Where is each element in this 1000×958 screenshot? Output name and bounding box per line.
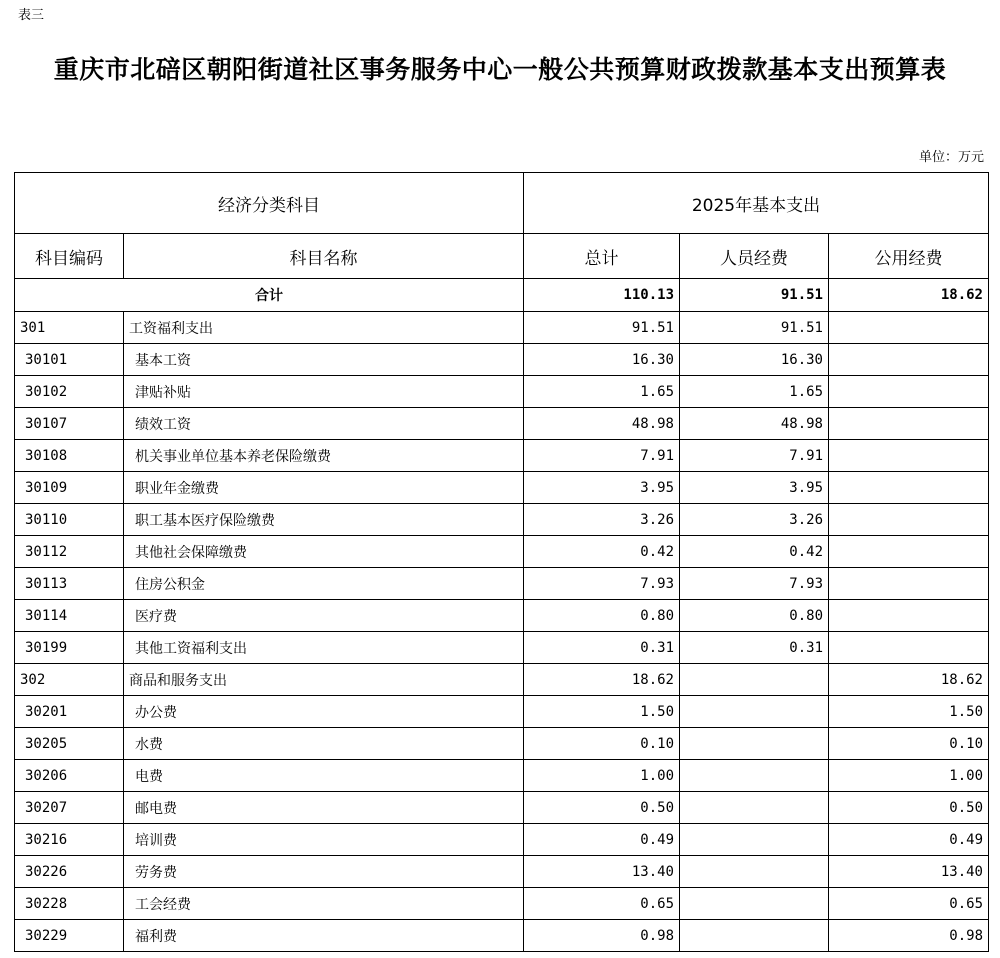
cell-name: 职业年金缴费 <box>124 472 524 504</box>
cell-public: 0.50 <box>829 792 989 824</box>
cell-total: 48.98 <box>524 408 680 440</box>
header-economic-category: 经济分类科目 <box>15 173 524 234</box>
cell-name: 邮电费 <box>124 792 524 824</box>
cell-public <box>829 344 989 376</box>
cell-personnel <box>680 856 829 888</box>
table-row <box>15 920 989 952</box>
table-row <box>15 376 989 408</box>
cell-total: 91.51 <box>524 312 680 344</box>
table-row <box>15 696 989 728</box>
cell-total: 0.42 <box>524 536 680 568</box>
header-personnel: 人员经费 <box>680 234 829 279</box>
cell-name: 工资福利支出 <box>124 312 524 344</box>
cell-code: 30229 <box>15 920 124 952</box>
cell-code: 30216 <box>15 824 124 856</box>
cell-public <box>829 632 989 664</box>
cell-code: 30205 <box>15 728 124 760</box>
total-row <box>15 279 989 312</box>
cell-personnel: 7.93 <box>680 568 829 600</box>
cell-total: 0.50 <box>524 792 680 824</box>
cell-code: 30206 <box>15 760 124 792</box>
cell-public <box>829 536 989 568</box>
table-row <box>15 440 989 472</box>
cell-public: 13.40 <box>829 856 989 888</box>
cell-name: 水费 <box>124 728 524 760</box>
cell-name: 医疗费 <box>124 600 524 632</box>
cell-personnel <box>680 888 829 920</box>
cell-public: 1.50 <box>829 696 989 728</box>
page-title: 重庆市北碚区朝阳街道社区事务服务中心一般公共预算财政拨款基本支出预算表 <box>53 55 947 84</box>
cell-public <box>829 568 989 600</box>
cell-total: 18.62 <box>524 664 680 696</box>
cell-code: 30109 <box>15 472 124 504</box>
cell-name: 劳务费 <box>124 856 524 888</box>
header-code: 科目编码 <box>15 234 124 279</box>
cell-personnel <box>680 728 829 760</box>
cell-code: 30107 <box>15 408 124 440</box>
cell-name: 办公费 <box>124 696 524 728</box>
cell-public: 18.62 <box>829 664 989 696</box>
cell-public: 1.00 <box>829 760 989 792</box>
cell-name: 机关事业单位基本养老保险缴费 <box>124 440 524 472</box>
cell-personnel: 16.30 <box>680 344 829 376</box>
cell-code: 301 <box>15 312 124 344</box>
cell-public <box>829 312 989 344</box>
cell-total: 0.98 <box>524 920 680 952</box>
total-sum: 110.13 <box>524 279 680 312</box>
table-row <box>15 600 989 632</box>
cell-code: 30108 <box>15 440 124 472</box>
cell-code: 30112 <box>15 536 124 568</box>
header-group-row <box>15 173 989 234</box>
cell-public <box>829 408 989 440</box>
table-row <box>15 568 989 600</box>
cell-personnel: 3.95 <box>680 472 829 504</box>
cell-name: 其他工资福利支出 <box>124 632 524 664</box>
cell-public: 0.98 <box>829 920 989 952</box>
cell-total: 1.65 <box>524 376 680 408</box>
table-row <box>15 408 989 440</box>
cell-name: 福利费 <box>124 920 524 952</box>
table-row <box>15 888 989 920</box>
cell-personnel: 0.80 <box>680 600 829 632</box>
cell-code: 30228 <box>15 888 124 920</box>
cell-total: 3.26 <box>524 504 680 536</box>
cell-name: 培训费 <box>124 824 524 856</box>
cell-name: 津贴补贴 <box>124 376 524 408</box>
cell-total: 7.93 <box>524 568 680 600</box>
cell-code: 30113 <box>15 568 124 600</box>
table-row <box>15 664 989 696</box>
cell-total: 13.40 <box>524 856 680 888</box>
cell-public <box>829 504 989 536</box>
header-total: 总计 <box>524 234 680 279</box>
cell-personnel <box>680 664 829 696</box>
cell-code: 30102 <box>15 376 124 408</box>
cell-code: 30207 <box>15 792 124 824</box>
cell-personnel: 0.31 <box>680 632 829 664</box>
cell-personnel: 1.65 <box>680 376 829 408</box>
cell-public <box>829 600 989 632</box>
cell-public <box>829 472 989 504</box>
table-row <box>15 632 989 664</box>
table-row <box>15 760 989 792</box>
table-row <box>15 728 989 760</box>
cell-total: 1.00 <box>524 760 680 792</box>
total-label: 合计 <box>15 279 524 312</box>
cell-name: 基本工资 <box>124 344 524 376</box>
header-basic-expenditure: 2025年基本支出 <box>524 173 989 234</box>
cell-total: 0.10 <box>524 728 680 760</box>
cell-name: 商品和服务支出 <box>124 664 524 696</box>
cell-public <box>829 376 989 408</box>
cell-total: 0.65 <box>524 888 680 920</box>
cell-total: 0.49 <box>524 824 680 856</box>
cell-name: 电费 <box>124 760 524 792</box>
cell-code: 30201 <box>15 696 124 728</box>
cell-personnel <box>680 792 829 824</box>
cell-name: 工会经费 <box>124 888 524 920</box>
cell-personnel <box>680 696 829 728</box>
cell-personnel: 91.51 <box>680 312 829 344</box>
cell-personnel: 0.42 <box>680 536 829 568</box>
table-row <box>15 824 989 856</box>
cell-personnel: 3.26 <box>680 504 829 536</box>
total-personnel: 91.51 <box>680 279 829 312</box>
cell-personnel <box>680 760 829 792</box>
cell-code: 30110 <box>15 504 124 536</box>
cell-personnel: 48.98 <box>680 408 829 440</box>
table-row <box>15 792 989 824</box>
table-row <box>15 344 989 376</box>
cell-total: 7.91 <box>524 440 680 472</box>
table-row <box>15 312 989 344</box>
unit-label: 单位：万元 <box>918 150 984 165</box>
cell-name: 住房公积金 <box>124 568 524 600</box>
cell-code: 30114 <box>15 600 124 632</box>
cell-public: 0.10 <box>829 728 989 760</box>
header-public: 公用经费 <box>829 234 989 279</box>
cell-total: 3.95 <box>524 472 680 504</box>
table-row <box>15 856 989 888</box>
cell-personnel <box>680 920 829 952</box>
cell-personnel: 7.91 <box>680 440 829 472</box>
table-label: 表三 <box>18 8 45 23</box>
cell-public: 0.65 <box>829 888 989 920</box>
table-row <box>15 536 989 568</box>
cell-public: 0.49 <box>829 824 989 856</box>
cell-name: 绩效工资 <box>124 408 524 440</box>
cell-code: 30199 <box>15 632 124 664</box>
cell-name: 职工基本医疗保险缴费 <box>124 504 524 536</box>
budget-table <box>14 172 989 952</box>
table-row <box>15 472 989 504</box>
cell-personnel <box>680 824 829 856</box>
cell-code: 302 <box>15 664 124 696</box>
cell-code: 30101 <box>15 344 124 376</box>
cell-total: 16.30 <box>524 344 680 376</box>
cell-total: 0.80 <box>524 600 680 632</box>
cell-total: 0.31 <box>524 632 680 664</box>
cell-total: 1.50 <box>524 696 680 728</box>
cell-code: 30226 <box>15 856 124 888</box>
header-name: 科目名称 <box>124 234 524 279</box>
cell-public <box>829 440 989 472</box>
table-row <box>15 504 989 536</box>
total-public: 18.62 <box>829 279 989 312</box>
cell-name: 其他社会保障缴费 <box>124 536 524 568</box>
header-column-row <box>15 234 989 279</box>
